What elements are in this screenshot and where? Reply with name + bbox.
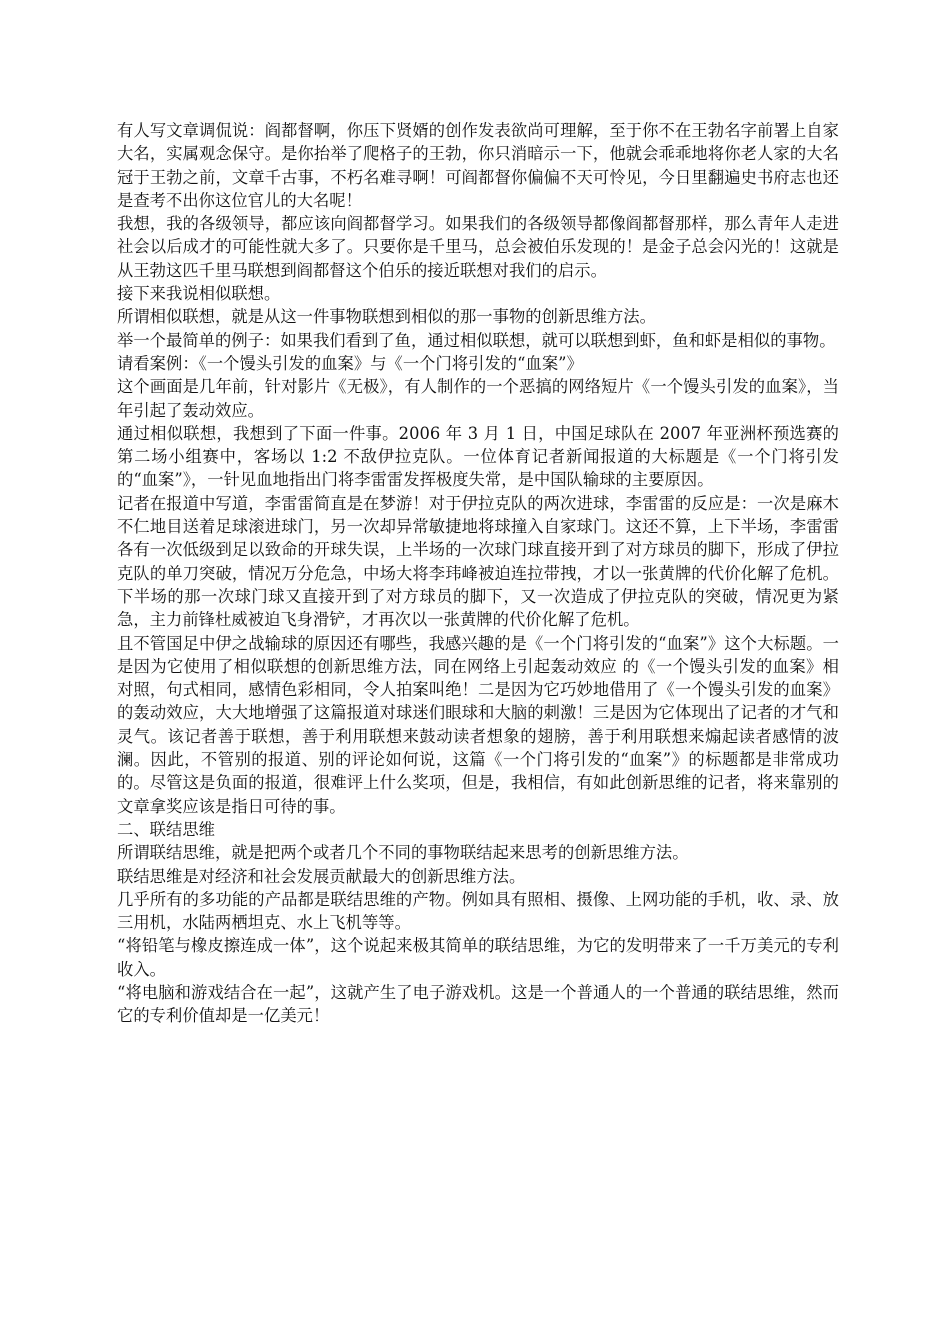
paragraph: 联结思维是对经济和社会发展贡献最大的创新思维方法。 [117, 866, 526, 886]
section-heading: 二、联结思维 [117, 819, 215, 839]
paragraph: 且不管国足中伊之战输球的原因还有哪些，我感兴趣的是《一个门将引发的“血案”》这个大标题。一是因为它使用了相似联想的创新思维方法，同在网络上引起轰动效应 的《一个馒头引发的血案》相对照，句式相同，感情色彩相同，令人拍案叫绝！二是因为它巧妙地借用了《一个馒头引发的血案》的轰动效应，大大地增强了这篇报道对球迷们眼球和大脑的刺激！三是因为它体现出了记者的才气和灵气。该记者善于联想，善于利用联想来鼓动读者想象的翅膀，善于利用联想来煽起读者感情的波澜。因此，不管别的报道、别的评论如何说，这篇《一个门将引发的“血案”》的标题都是非常成功的。尽管这是负面的报道，很难评上什么奖项，但是，我相信，有如此创新思维的记者，将来靠别的文章拿奖应该是指日可待的事。 [117, 633, 839, 816]
paragraph: 我想，我的各级领导，都应该向阎都督学习。如果我们的各级领导都像阎都督那样，那么青年人走进社会以后成才的可能性就大多了。只要你是千里马，总会被伯乐发现的！是金子总会闪光的！这就是从王勃这匹千里马联想到阎都督这个伯乐的接近联想对我们的启示。 [117, 214, 839, 280]
paragraph: 几乎所有的多功能的产品都是联结思维的产物。例如具有照相、摄像、上网功能的手机，收、录、放三用机，水陆两栖坦克、水上飞机等等。 [117, 889, 839, 933]
paragraph: “将铅笔与橡皮擦连成一体”，这个说起来极其简单的联结思维，为它的发明带来了一千万美元的专利收入。 [117, 936, 839, 979]
paragraph: “将电脑和游戏结合在一起”，这就产生了电子游戏机。这是一个普通人的一个普通的联结思维，然而它的专利价值却是一亿美元！ [117, 982, 839, 1026]
paragraph: 记者在报道中写道，李雷雷简直是在梦游！对于伊拉克队的两次进球，李雷雷的反应是：一次是麻木不仁地目送着足球滚进球门，另一次却异常敏捷地将球撞入自家球门。这还不算，上下半场，李雷雷各有一次低级到足以致命的开球失误，上半场的一次球门球直接开到了对方球员的脚下，形成了伊拉克队的单刀突破，情况万分危急，中场大将李玮峰被迫连拉带拽，才以一张黄牌的代价化解了危机。下半场的那一次球门球又直接开到了对方球员的脚下，又一次造成了伊拉克队的突破，情况更为紧急，主力前锋杜威被迫飞身滑铲，才再次以一张黄牌的代价化解了危机。 [117, 493, 839, 630]
document-body [117, 119, 839, 1028]
paragraph: 举一个最简单的例子：如果我们看到了鱼，通过相似联想，就可以联想到虾，鱼和虾是相似的事物。 [117, 330, 836, 350]
paragraph: 请看案例：《一个馒头引发的血案》与《一个门将引发的“血案”》 [117, 353, 583, 373]
paragraph: 所谓联结思维，就是把两个或者几个不同的事物联结起来思考的创新思维方法。 [117, 843, 689, 863]
paragraph: 这个画面是几年前，针对影片《无极》，有人制作的一个恶搞的网络短片《一个馒头引发的血案》，当年引起了轰动效应。 [117, 377, 839, 420]
paragraph: 所谓相似联想，就是从这一件事物联想到相似的那一事物的创新思维方法。 [117, 307, 656, 327]
paragraph: 接下来我说相似联想。 [117, 284, 281, 304]
paragraph: 通过相似联想，我想到了下面一件事。2006 年 3 月 1 日，中国足球队在 2007 年亚洲杯预选赛的第二场小组赛中，客场以 1:2 不敌伊拉克队。一位体育记者新闻报道的大标题是《一个门将引发的“血案”》，一针见血地指出门将李雷雷发挥极度失常，是中国队输球的主要原因。 [117, 423, 839, 490]
paragraph: 有人写文章调侃说：阎都督啊，你压下贤婿的创作发表欲尚可理解，至于你不在王勃名字前署上自家大名，实属观念保守。是你抬举了爬格子的王勃，你只消暗示一下，他就会乖乖地将你老人家的大名冠于王勃之前，文章千古事，不朽名难寻啊！可阎都督你偏偏不天可怜见，今日里翻遍史书府志也还是查考不出你这位官儿的大名呢！ [117, 121, 839, 210]
